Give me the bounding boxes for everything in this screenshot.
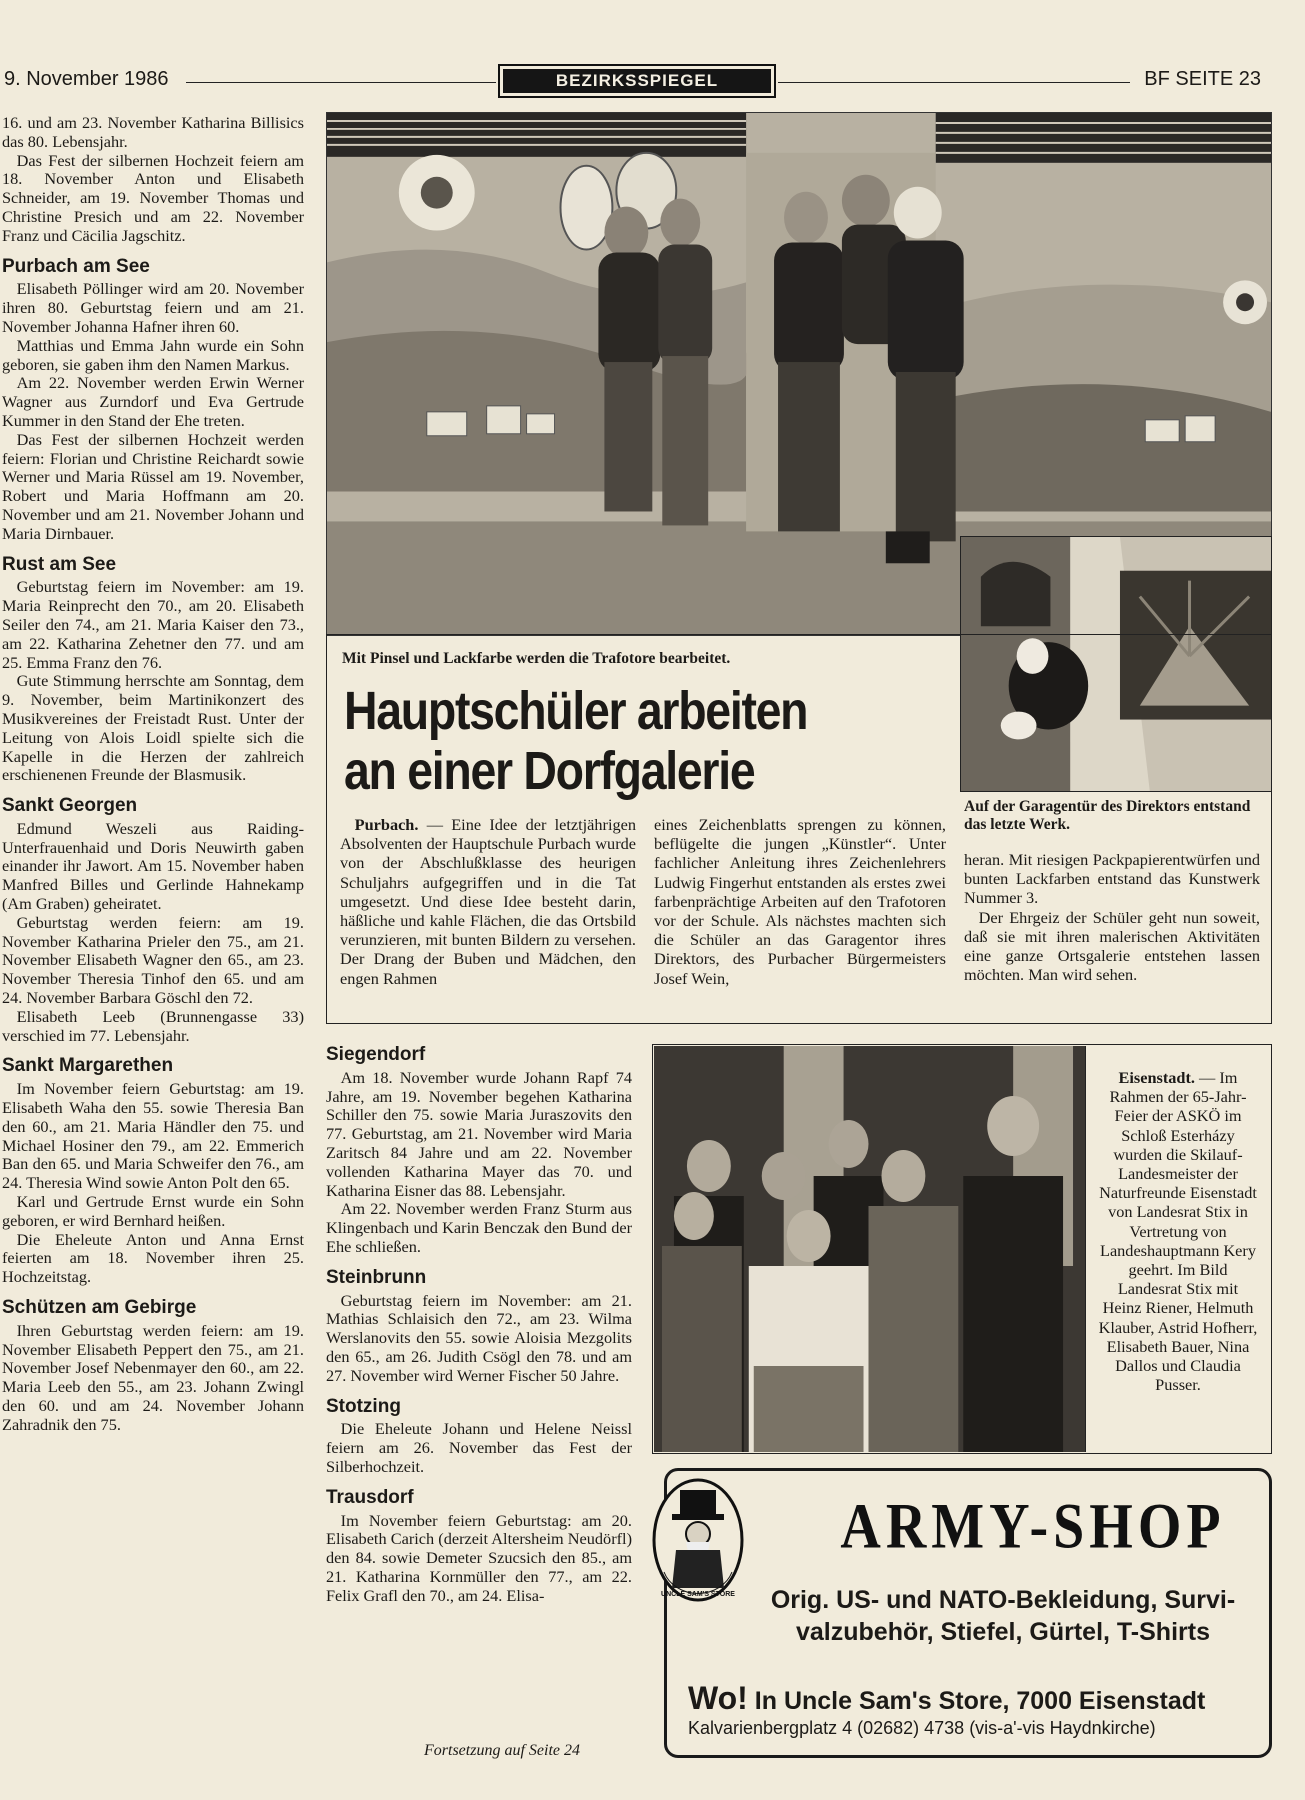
eisenstadt-body: — Im Rahmen der 65-Jahr-Feier der ASKÖ im Schloß Esterházy wurden die Skilauf-Landesmeister der Naturfreunde Eisenstadt von Landesrat Stix in Vertretung von Landeshauptmann Kery geehrt. Im Bild Landesrat Stix mit Heinz Riener, Helmuth Klauber, Astrid Hofherr, Elisabeth Bauer, Nina Dallos und Claudia Pusser. <box>1098 1068 1258 1395</box>
eisenstadt-text <box>1098 1068 1258 1394</box>
article-column-3 <box>964 850 1260 984</box>
section-paragraph: Am 22. November werden Erwin Werner Wagner aus Zurndorf und Eva Gertrude Kummer in den Stand der Ehe treten. <box>2 373 304 430</box>
section-paragraph: Karl und Gertrude Ernst wurde ein Sohn geboren, er wird Bernhard heißen. <box>2 1192 304 1230</box>
article-text: eines Zeichenblatts sprengen zu können, beflügelte die jungen „Künstler“. Unter fachlicher Anleitung ihres Zeichenlehrers Ludwig Fingerhut entstanden als erstes zwei farbenprächtige Arbeiten auf den Trafotoren vor der Schule. Als nächstes machten sich die Schüler an das Garagentor ihres Direktors, des Purbacher Bürgermeisters Josef Wein, <box>654 815 946 988</box>
section-heading: Purbach am See <box>2 255 150 277</box>
section-heading: Sankt Margarethen <box>2 1055 174 1077</box>
uncle-sam-logo-text: UNCLE SAM'S STORE <box>661 1591 735 1598</box>
headline-line: Hauptschüler arbeiten <box>344 681 808 741</box>
photo-award-ceremony <box>654 1046 1085 1452</box>
section-heading: Siegendorf <box>326 1044 426 1065</box>
section-title-box <box>498 64 776 98</box>
ad-subtitle-line: Orig. US- und NATO-Bekleidung, Survi- <box>770 1586 1236 1614</box>
section-paragraph: Am 22. November werden Franz Sturm aus Klingenbach und Karin Benczak den Bund der Ehe schließen. <box>326 1199 632 1256</box>
section-paragraph: Am 18. November wurde Johann Rapf 74 Jahre, am 19. November begehen Katharina Schiller den 75. sowie Maria Juraszovits den 77. Geburtstag, am 21. November wird Maria Zaritsch 84 Jahre und am 22. November vollenden Katharina Mayer das 70. und Katharina Eisner das 88. Lebensjahr. <box>326 1067 632 1200</box>
ad-title: ARMY-SHOP <box>840 1491 1226 1563</box>
ad-subtitle <box>738 1584 1268 1648</box>
section-paragraph: Geburtstag feiern im November: am 21. Mathias Schlaisich den 72., am 23. Wilma Werslanovits den 55. sowie Aloisia Mezgolits den 65., am 26. Judith Csögl den 78. und am 27. November wird Werner Fischer 50 Jahre. <box>326 1290 632 1385</box>
main-photo-caption: Mit Pinsel und Lackfarbe werden die Trafotore bearbeitet. <box>342 650 731 667</box>
section-heading: Rust am See <box>2 553 117 575</box>
ad-subtitle-line: valzubehör, Stiefel, Gürtel, T-Shirts <box>796 1618 1210 1646</box>
article-column-1 <box>340 815 636 988</box>
ad-store: In Uncle Sam's Store, 7000 Eisenstadt <box>754 1687 1206 1715</box>
section-paragraph: Die Eheleute Anton und Anna Ernst feierten am 18. November ihren 25. Hochzeitstag. <box>2 1229 304 1287</box>
section-heading: Schützen am Gebirge <box>2 1297 197 1319</box>
section-paragraph: Elisabeth Leeb (Brunnengasse 33) verschied im 77. Lebensjahr. <box>2 1006 304 1045</box>
article-dateline: Purbach. <box>354 815 419 834</box>
section-heading: Stotzing <box>326 1395 401 1417</box>
section-paragraph: Matthias und Emma Jahn wurde ein Sohn geboren, sie gaben ihm den Namen Markus. <box>2 335 304 374</box>
page-number: BF SEITE 23 <box>1144 68 1261 90</box>
article-text: — Eine Idee der letztjährigen Absolventen der Hauptschule Purbach wurde von der Abschlußklasse des heurigen Schuljahrs aufgegriffen und in die Tat umgesetzt. Und diese Idee besteht darin, häßliche und kahle Flächen, die das Ortsbild verunzieren, mit bunten Bildern zu versehen. Der Drang der Buben und Mädchen, den engen Rahmen <box>340 815 636 988</box>
ad-wo: Wo! <box>688 1680 748 1716</box>
section-heading: Steinbrunn <box>326 1266 427 1288</box>
article-column-2 <box>654 815 946 988</box>
section-paragraph: Geburtstag werden feiern: am 19. November Katharina Prieler den 75., am 21. November Elisabeth Wagner den 65., am 23. November Theresia Tinhof den 65. und am 24. November Barbara Göschl den 72. <box>2 912 304 1008</box>
section-paragraph: Ihren Geburtstag werden feiern: am 19. November Elisabeth Peppert den 75., am 21. November Josef Nebenmayer den 60., am 22. Maria Leeb den 55., am 23. Johann Zwingl den 60. und am 24. November Johann Zahradnik den 75. <box>2 1320 304 1434</box>
ad-store-line <box>688 1680 1268 1717</box>
uncle-sam-logo <box>650 1476 746 1604</box>
section-paragraph: Elisabeth Pöllinger wird am 20. November ihren 80. Geburtstag feiern und am 21. November Johanna Hafner ihren 60. <box>2 279 304 336</box>
article-text: heran. Mit riesigen Packpapierentwürfen und bunten Lackfarben entstand das Kunstwerk Nummer 3. <box>964 850 1260 908</box>
middle-column <box>326 1046 632 1606</box>
section-paragraph: Edmund Weszeli aus Raiding-Unterfrauenhaid und Doris Neuwirth gaben einander ihr Jawort. Am 15. November haben Manfred Billes und Gerlinde Hahnekamp (Am Graben) geheiratet. <box>2 818 304 914</box>
inset-photo-caption: Auf der Garagentür des Direktors entstand das letzte Werk. <box>964 798 1251 833</box>
headline-line: an einer Dorfgalerie <box>344 741 755 801</box>
header-rule-right <box>778 82 1130 83</box>
article-headline <box>344 681 877 801</box>
section-paragraph: Geburtstag feiern im November: am 19. Maria Reinprecht den 70., am 20. Elisabeth Seiler den 74., am 21. Maria Kaiser den 73., am 22. Katharina Zehetner den 77. und am 25. Emma Franz den 76. <box>2 577 304 672</box>
intro-paragraph: Das Fest der silbernen Hochzeit feiern am 18. November Anton und Elisabeth Schneider, am 19. November Thomas und Christine Presich und am 22. November Franz und Cäcilia Jagschitz. <box>2 150 304 245</box>
issue-date: 9. November 1986 <box>4 68 169 90</box>
page-header <box>0 64 1305 100</box>
continued-note: Fortsetzung auf Seite 24 <box>424 1742 580 1759</box>
article-text: Der Ehrgeiz der Schüler geht nun soweit, daß sie mit ihren malerischen Aktivitäten eine ganze Ortsgalerie entstehen lassen möchten. Man wird sehen. <box>964 907 1260 985</box>
section-paragraph: Das Fest der silbernen Hochzeit werden feiern: Florian und Christine Reichardt sowie Werner und Maria Rüssel am 19. November, Robert und Maria Hoffmann am 20. November und am 21. November Johann und Maria Dirnbauer. <box>2 429 304 543</box>
header-rule-left <box>186 82 496 83</box>
eisenstadt-photo <box>654 1046 1086 1452</box>
section-title: BEZIRKSSPIEGEL <box>503 69 771 93</box>
section-heading: Sankt Georgen <box>2 795 138 817</box>
section-heading: Trausdorf <box>326 1486 414 1508</box>
left-column <box>2 114 304 1435</box>
intro-paragraph: 16. und am 23. November Katharina Billisics das 80. Lebensjahr. <box>2 113 304 151</box>
section-paragraph: Die Eheleute Johann und Helene Neissl feiern am 26. November das Fest der Silberhochzeit. <box>326 1419 632 1476</box>
section-paragraph: Im November feiern Geburtstag: am 19. Elisabeth Waha den 55. sowie Theresia Ban den 60., am 21. Maria Händler den 75. und Michael Hosiner den 79., am 22. Emmerich Ban den 65. und Maria Schweifer den 76., am 24. Theresia Wind sowie Anton Polt den 65. <box>2 1079 304 1193</box>
eisenstadt-dateline: Eisenstadt. <box>1118 1068 1195 1087</box>
section-paragraph: Gute Stimmung herrschte am Sonntag, dem 9. November, beim Martinikonzert des Musikvereines der Freistadt Rust. Unter der Leitung von Alois Loidl spielte sich die Kapelle in die Herzen der zahlreich erschienenen Freunde der Blasmusik. <box>2 671 304 785</box>
section-paragraph: Im November feiern Geburtstag: am 20. Elisabeth Carich (derzeit Altersheim Neudörfl) den 84. sowie Demeter Szucsich den 85., am 21. Katharina Kornmüller den 77., am 22. Felix Grafl den 70., am 24. Elisa- <box>326 1510 632 1605</box>
ad-address: Kalvarienbergplatz 4 (02682) 4738 (vis-a'-vis Haydnkirche) <box>688 1718 1156 1738</box>
